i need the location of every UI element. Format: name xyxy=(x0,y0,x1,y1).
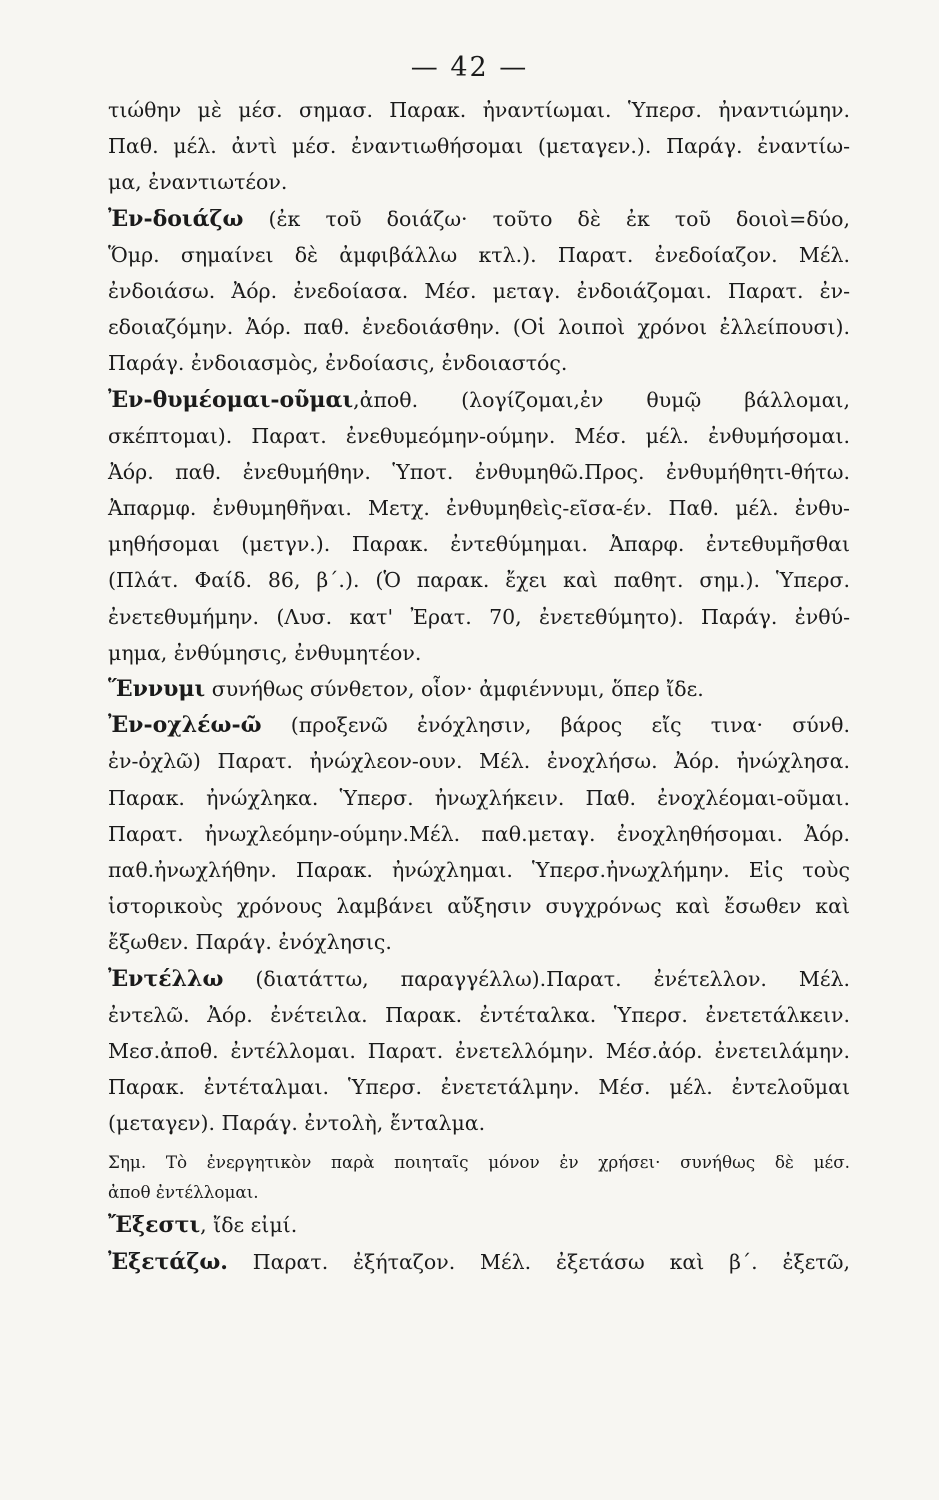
headword: Ἐντέλλω xyxy=(108,965,224,992)
line-text: (ἐκ τοῦ δοιάζω· τοῦτο δὲ ἐκ τοῦ δοιοὶ=δύο, xyxy=(243,206,850,231)
line-text: Παρατ. ἠνωχλεόμην-ούμην.Μέλ. παθ.μεταγ. ἐνοχληθήσομαι. Ἀόρ. xyxy=(108,821,850,846)
text-line xyxy=(108,164,850,200)
line-text: τιώθην μὲ μέσ. σημασ. Παρακ. ἠναντίωμαι. Ὑπερσ. ἠναντιώμην. xyxy=(108,98,850,122)
line-text: εδοιαζόμην. Ἀόρ. παθ. ἐνεδοιάσθην. (Οἱ λοιποὶ χρόνοι ἐλλείπουσι). xyxy=(108,315,850,340)
text-line xyxy=(108,743,850,779)
text-line xyxy=(108,92,850,128)
text-line xyxy=(108,128,850,164)
text-line xyxy=(108,454,850,490)
line-text: ἐντελῶ. Ἀόρ. ἐνέτειλα. Παρακ. ἐντέταλκα. Ὑπερσ. ἐνετετάλκειν. xyxy=(108,1002,850,1027)
text-line xyxy=(108,1069,850,1105)
line-text: Παθ. μέλ. ἀντὶ μέσ. ἐναντιωθήσομαι (μεταγεν.). Παράγ. ἐναντίω- xyxy=(108,134,850,159)
text-line xyxy=(108,1033,850,1069)
line-text: (προξενῶ ἐνόχλησιν, βάρος εἴς τινα· σύνθ. xyxy=(261,713,850,738)
line-text: μηθήσομαι (μετγν.). Παρακ. ἐντεθύμημαι. Ἀπαρφ. ἐντεθυμῆσθαι xyxy=(108,532,850,557)
line-text: ἔξωθεν. Παράγ. ἐνόχλησις. xyxy=(108,930,392,955)
line-text: σκέπτομαι). Παρατ. ἐνεθυμεόμην-ούμην. Μέσ. μέλ. ἐνθυμήσομαι. xyxy=(108,423,850,448)
text-line xyxy=(108,599,850,635)
text-line xyxy=(108,562,850,598)
line-text: Ὅμρ. σημαίνει δὲ ἀμφιβάλλω κτλ.). Παρατ. ἐνεδοίαζον. Μέλ. xyxy=(108,242,850,267)
text-line xyxy=(108,1207,850,1243)
lexicon-text xyxy=(108,92,850,1280)
line-text: Παρατ. ἐξήταζον. Μέλ. ἐξετάσω καὶ β΄. ἐξετῶ, xyxy=(227,1249,850,1274)
line-text: Παράγ. ἐνδοιασμὸς, ἐνδοίασις, ἐνδοιαστός. xyxy=(108,351,568,376)
text-line xyxy=(108,671,850,707)
text-line xyxy=(108,345,850,381)
headword: Ἐν-οχλέω-ῶ xyxy=(108,712,262,739)
line-text: μα, ἐναντιωτέον. xyxy=(108,170,288,195)
text-line xyxy=(108,852,850,888)
line-text: Ἀόρ. παθ. ἐνεθυμήθην. Ὑποτ. ἐνθυμηθῶ.Προς. ἐνθυμήθητι-θήτω. xyxy=(108,459,850,484)
line-text: ἱστορικοὺς χρόνους λαμβάνει αὔξησιν συγχρόνως καὶ ἔσωθεν καὶ xyxy=(108,894,850,919)
line-text: Παρακ. ἠνώχληκα. Ὑπερσ. ἠνωχλήκειν. Παθ. ἐνοχλέομαι-οῦμαι. xyxy=(108,785,850,810)
line-text: συνήθως σύνθετον, οἷον· ἀμφιέννυμι, ὅπερ ἴδε. xyxy=(205,677,704,701)
text-line xyxy=(108,526,850,562)
line-text: (Πλάτ. Φαίδ. 86, β΄.). (Ὁ παρακ. ἔχει καὶ παθητ. σημ.). Ὑπερσ. xyxy=(108,568,850,593)
text-line xyxy=(108,309,850,345)
page-number: — 42 — xyxy=(410,52,529,83)
text-line xyxy=(108,201,850,237)
text-line xyxy=(108,418,850,454)
line-text: μημα, ἐνθύμησις, ἐνθυμητέον. xyxy=(108,640,422,665)
text-line xyxy=(108,1244,850,1280)
line-text: Σημ. Τὸ ἐνεργητικὸν παρὰ ποιηταῖς μόνον ἐν χρήσει· συνήθως δὲ μέσ. xyxy=(108,1152,850,1173)
footnote-line xyxy=(108,1177,850,1207)
line-text: ἐνετεθυμήμην. (Λυσ. κατ' Ἐρατ. 70, ἐνετεθύμητο). Παράγ. ἐνθύ- xyxy=(108,604,850,629)
headword: Ἕννυμι xyxy=(108,676,206,702)
text-line xyxy=(108,707,850,743)
text-line xyxy=(108,382,850,418)
headword: Ἔξεστι xyxy=(108,1212,201,1239)
text-line xyxy=(108,924,850,960)
text-line xyxy=(108,816,850,852)
text-line xyxy=(108,635,850,671)
line-text: , ἴδε εἰμί. xyxy=(200,1213,298,1238)
text-line xyxy=(108,1105,850,1141)
line-text: ἐν-ὀχλῶ) Παρατ. ἠνώχλεον-ουν. Μέλ. ἐνοχλήσω. Ἀόρ. ἠνώχλησα. xyxy=(108,749,850,774)
line-text: Ἀπαρμφ. ἐνθυμηθῆναι. Μετχ. ἐνθυμηθεὶς-εῖσα-έν. Παθ. μέλ. ἐνθυ- xyxy=(108,496,850,521)
line-text: Παρακ. ἐντέταλμαι. Ὑπερσ. ἐνετετάλμην. Μέσ. μέλ. ἐντελοῦμαι xyxy=(108,1075,850,1100)
footnote-line xyxy=(108,1147,850,1177)
line-text: ,ἀποθ. (λογίζομαι,ἐν θυμῷ βάλλομαι, xyxy=(353,387,850,412)
text-line xyxy=(108,273,850,309)
text-line xyxy=(108,997,850,1033)
text-line xyxy=(108,961,850,997)
line-text: Μεσ.ἀποθ. ἐντέλλομαι. Παρατ. ἐνετελλόμην. Μέσ.ἀόρ. ἐνετειλάμην. xyxy=(108,1038,850,1063)
line-text: ἀποθ ἐντέλλομαι. xyxy=(108,1182,259,1203)
headword: Ἐξετάζω. xyxy=(108,1248,228,1275)
headword: Ἐν-θυμέομαι-οῦμαι xyxy=(108,386,354,413)
text-line xyxy=(108,490,850,526)
line-text: ἐνδοιάσω. Ἀόρ. ἐνεδοίασα. Μέσ. μεταγ. ἐνδοιάζομαι. Παρατ. ἐν- xyxy=(108,278,850,303)
text-line xyxy=(108,888,850,924)
line-text: (μεταγεν). Παράγ. ἐντολὴ, ἔνταλμα. xyxy=(108,1111,486,1136)
headword: Ἐν-δοιάζω xyxy=(108,205,244,232)
text-line xyxy=(108,237,850,273)
line-text: παθ.ἠνωχλήθην. Παρακ. ἠνώχλημαι. Ὑπερσ.ἠνωχλήμην. Εἰς τοὺς xyxy=(108,857,850,882)
text-line xyxy=(108,780,850,816)
line-text: (διατάττω, παραγγέλλω).Παρατ. ἐνέτελλον. Μέλ. xyxy=(223,966,850,991)
